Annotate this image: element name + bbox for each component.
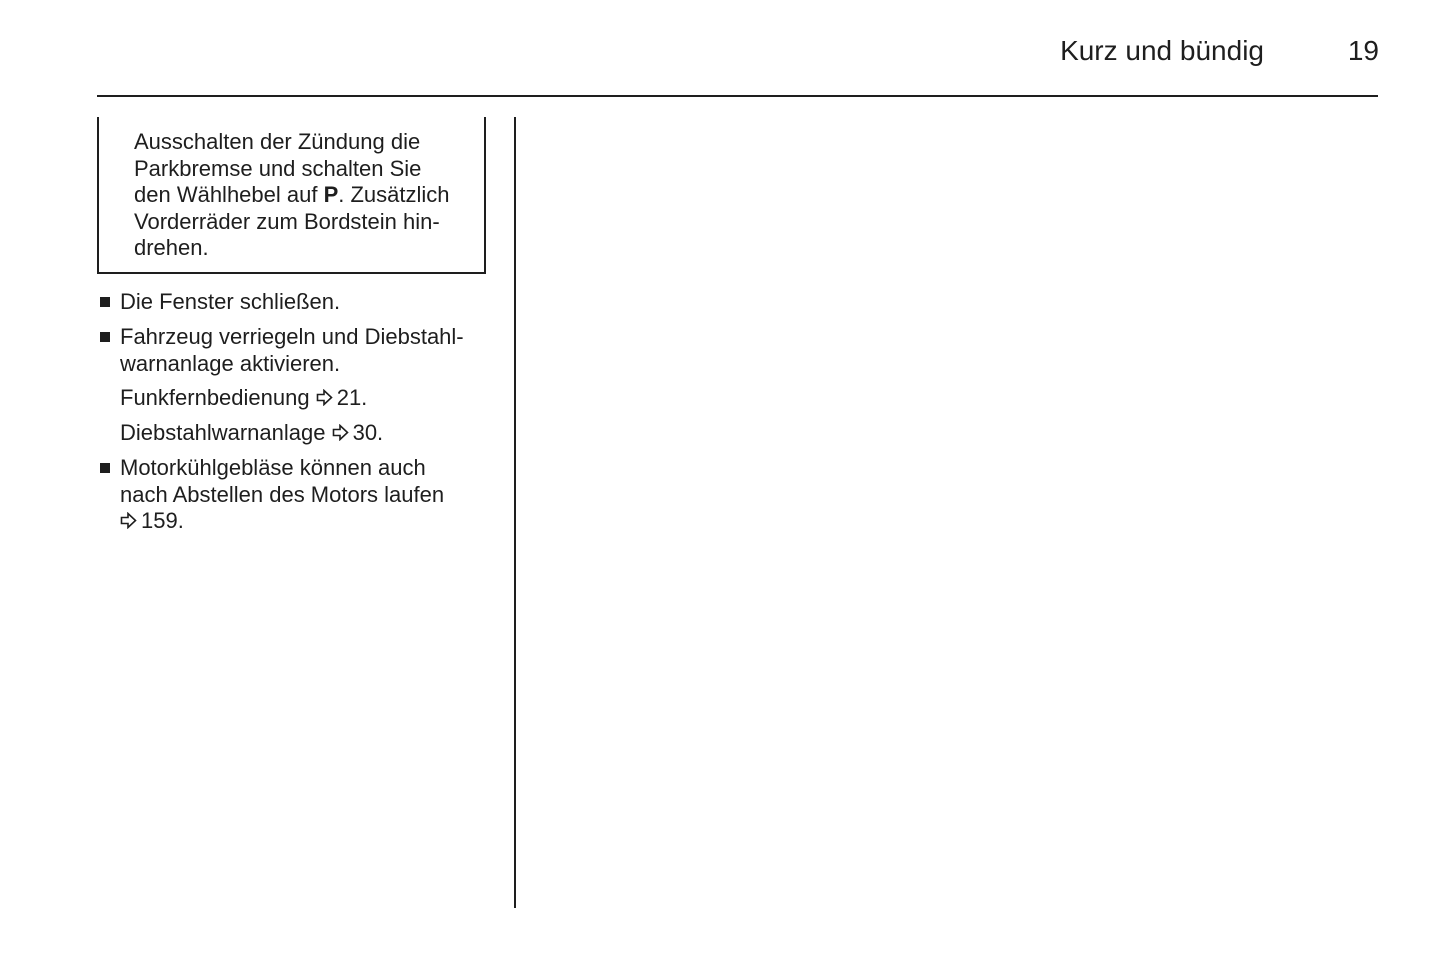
- arrow-right-outline-icon: [316, 389, 333, 406]
- list-item-text: [120, 289, 340, 316]
- note-line: Vorderräder zum Bordstein hin-: [134, 208, 440, 234]
- gear-position-p: P: [323, 182, 339, 207]
- note-box: [97, 117, 486, 274]
- note-line: drehen.: [134, 235, 209, 260]
- list-item-line: nach Abstellen des Motors laufen: [120, 481, 445, 507]
- reference-alarm[interactable]: [120, 420, 383, 447]
- page-header-title: Kurz und bündig: [1060, 35, 1264, 66]
- note-line: Ausschalten der Zündung die: [134, 129, 421, 154]
- list-item-line: Motorkühlgebläse können auch: [120, 455, 426, 480]
- arrow-right-outline-icon: [332, 424, 349, 441]
- page-number: 19: [1347, 35, 1379, 66]
- note-text-fragment: . Zusätzlich: [338, 182, 450, 207]
- reference-cooling-fan[interactable]: [120, 508, 444, 535]
- list-item-line: warnanlage aktivieren.: [120, 350, 341, 376]
- list-item-line: Die Fenster schließen.: [120, 289, 341, 314]
- column-divider: [514, 117, 516, 908]
- note-text-fragment: den Wählhebel auf: [134, 182, 324, 207]
- reference-label: Diebstahlwarnanlage: [120, 420, 332, 445]
- reference-page: 159.: [141, 508, 184, 533]
- square-bullet-icon: [100, 332, 110, 342]
- arrow-right-outline-icon: [120, 512, 137, 529]
- list-item-text: [120, 455, 444, 535]
- list-item-text: [120, 324, 464, 377]
- reference-label: Funkfernbedienung: [120, 385, 316, 410]
- note-line: [134, 182, 450, 209]
- square-bullet-icon: [100, 463, 110, 473]
- reference-page: 30.: [352, 420, 384, 445]
- header-divider: [97, 95, 1378, 97]
- reference-page: 21.: [336, 385, 368, 410]
- note-line: Parkbremse und schalten Sie: [134, 155, 422, 181]
- list-item-line: Fahrzeug verriegeln und Diebstahl-: [120, 324, 464, 349]
- reference-remote-control[interactable]: [120, 385, 367, 412]
- note-text: [134, 129, 450, 262]
- square-bullet-icon: [100, 297, 110, 307]
